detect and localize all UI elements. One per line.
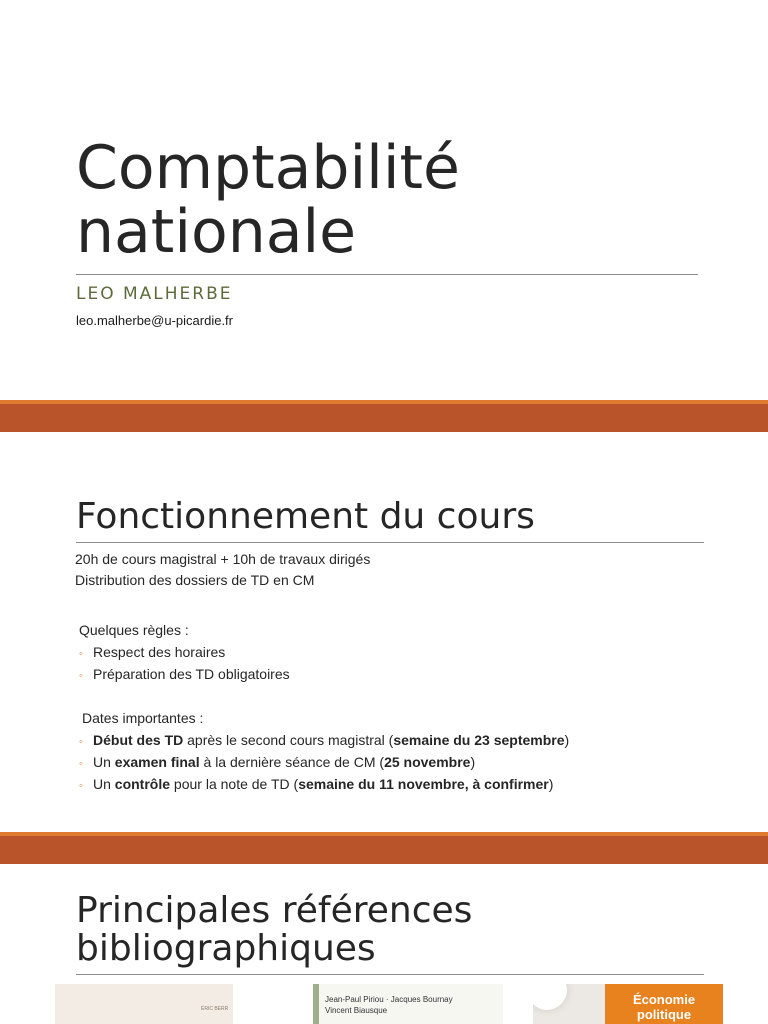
title-divider: [76, 542, 704, 543]
title-line-1: Principales références: [76, 890, 473, 931]
bullet-icon: ◦: [79, 670, 83, 682]
bullet-icon: ◦: [79, 648, 83, 660]
list-item: [79, 730, 569, 753]
list-item-text: Respect des horaires: [93, 644, 226, 660]
bibliography-slide: [0, 864, 768, 1024]
book-author: ÉRIC BERR: [201, 1006, 229, 1012]
authors-line: Vincent Biausque: [325, 1006, 388, 1015]
title-divider: [76, 974, 704, 975]
sphere-image: [533, 984, 567, 1010]
title-divider: [76, 274, 698, 275]
book-cover: [533, 984, 723, 1024]
text: ): [564, 732, 570, 748]
dates-heading: Dates importantes :: [82, 710, 204, 726]
text: ): [470, 754, 476, 770]
title-line-2: bibliographiques: [76, 928, 376, 969]
title-line-1: Comptabilité: [76, 133, 460, 203]
title-line-2: nationale: [76, 197, 357, 267]
emphasis: examen final: [114, 754, 200, 770]
bullet-icon: ◦: [79, 758, 83, 770]
text: pour la note de TD (: [170, 776, 299, 792]
authors-line: Jean-Paul Piriou · Jacques Bournay: [325, 995, 453, 1004]
presentation-title: [76, 133, 716, 267]
book-cover: [313, 984, 503, 1024]
book-cover: [55, 984, 233, 1024]
book-title: [619, 992, 709, 1022]
author-name: LEO MALHERBE: [76, 284, 233, 304]
text: après le second cours magistral (: [183, 732, 394, 748]
book-title-line: politique: [636, 1007, 692, 1022]
bullet-icon: ◦: [79, 780, 83, 792]
slide-separator: [0, 832, 768, 864]
bullet-icon: ◦: [79, 736, 83, 748]
text: Un: [93, 776, 115, 792]
book-title-line: Économie: [632, 992, 696, 1007]
slide-separator: [0, 400, 768, 432]
title-slide: [0, 0, 768, 400]
emphasis: semaine du 11 novembre, à confirmer: [298, 776, 549, 792]
intro-line: 20h de cours magistral + 10h de travaux dirigés: [75, 551, 371, 567]
cover-stripe: [313, 984, 319, 1024]
rules-heading: Quelques règles :: [79, 622, 189, 638]
course-info-slide: [0, 432, 768, 832]
text: ): [548, 776, 554, 792]
slide-title: [76, 892, 472, 968]
emphasis: semaine du 23 septembre: [393, 732, 565, 748]
list-item: [79, 664, 290, 687]
author-email: leo.malherbe@u-picardie.fr: [76, 313, 233, 328]
text: Un: [93, 754, 115, 770]
text: à la dernière séance de CM (: [199, 754, 385, 770]
list-item-text: Préparation des TD obligatoires: [93, 666, 290, 682]
slide-title: Fonctionnement du cours: [76, 496, 535, 537]
emphasis: Début des TD: [93, 732, 184, 748]
list-item: [79, 752, 475, 775]
list-item: [79, 642, 225, 665]
emphasis: contrôle: [114, 776, 171, 792]
book-authors: [325, 994, 453, 1016]
emphasis: 25 novembre: [384, 754, 471, 770]
list-item: [79, 774, 553, 797]
intro-line: Distribution des dossiers de TD en CM: [75, 572, 315, 588]
